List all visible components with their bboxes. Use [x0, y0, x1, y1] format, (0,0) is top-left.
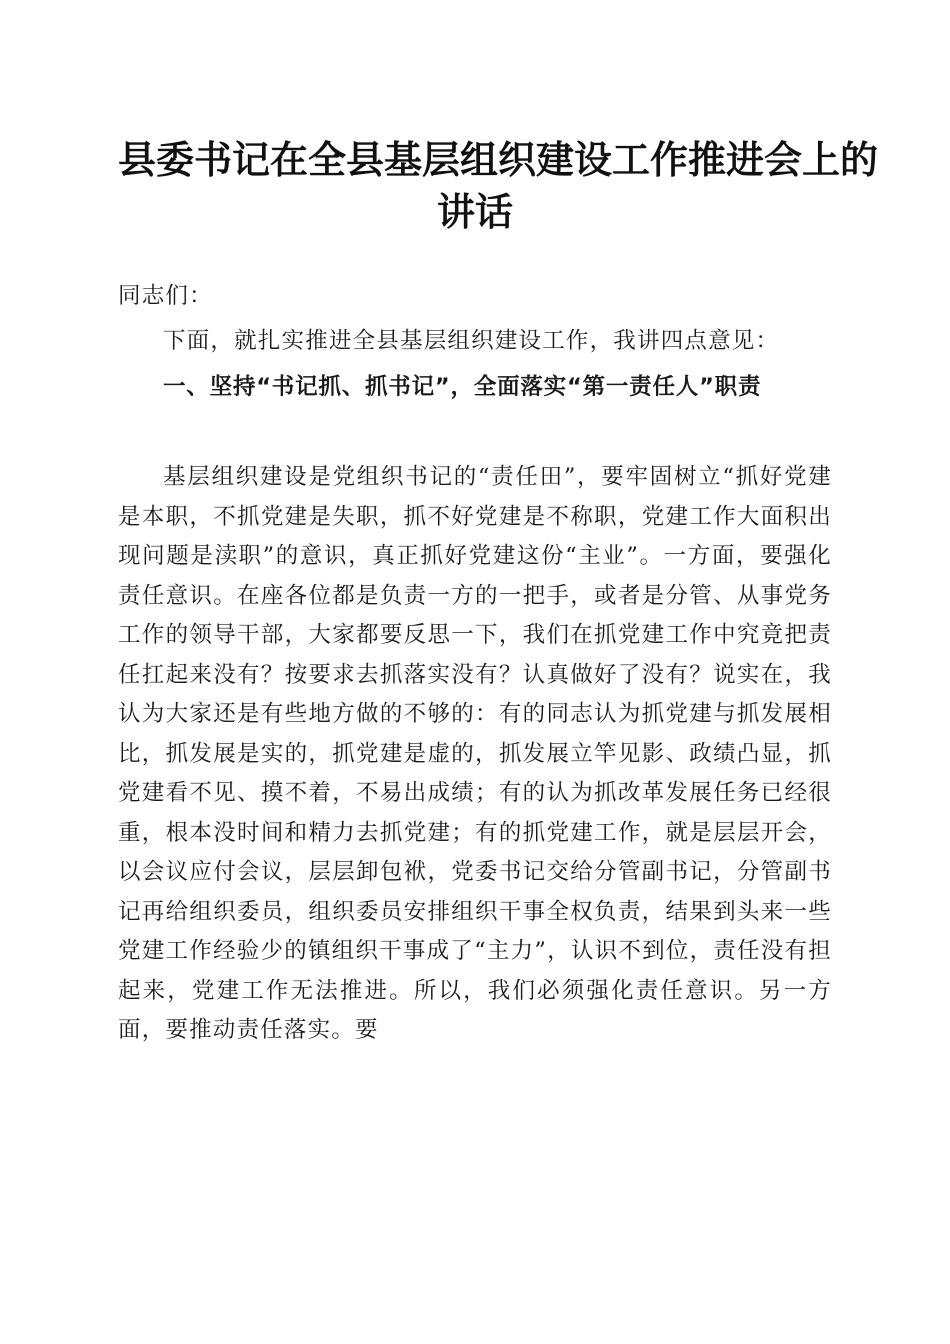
- greeting: 同志们：: [118, 283, 213, 309]
- document-title: [118, 134, 879, 238]
- section-1-paragraph: 基层组织建设是党组织书记的“责任田”，要牢固树立“抓好党建是本职，不抓党建是失职，抓不好党建是不称职，党建工作大面积出现问题是渎职”的意识，真正抓好党建这份“主业”。一方面，要强化责任意识。在座各位都是负责一方的一把手，或者是分管、从事党务工作的领导干部，大家都要反思一下，我们在抓党建工作中究竟把责任扛起来没有？按要求去抓落实没有？认真做好了没有？说实在，我认为大家还是有些地方做的不够的：有的同志认为抓党建与抓发展相比，抓发展是实的，抓党建是虚的，抓发展立竿见影、政绩凸显，抓党建看不见、摸不着，不易出成绩；有的认为抓改革发展任务已经很重，根本没时间和精力去抓党建；有的抓党建工作，就是层层开会，以会议应付会议，层层卸包袱，党委书记交给分管副书记，分管副书记再给组织委员，组织委员安排组织干事全权负责，结果到头来一些党建工作经验少的镇组织干事成了“主力”，认识不到位，责任没有担起来，党建工作无法推进。所以，我们必须强化责任意识。另一方面，要推动责任落实。要: [118, 464, 832, 1043]
- title-line-2: 讲话: [436, 190, 513, 234]
- title-line-1: 县委书记在全县基层组织建设工作推进会上的: [118, 138, 879, 182]
- intro-paragraph: 下面，就扎实推进全县基层组织建设工作，我讲四点意见：: [163, 328, 780, 354]
- section-1-heading: 一、坚持“书记抓、抓书记”，全面落实“第一责任人”职责: [163, 374, 762, 400]
